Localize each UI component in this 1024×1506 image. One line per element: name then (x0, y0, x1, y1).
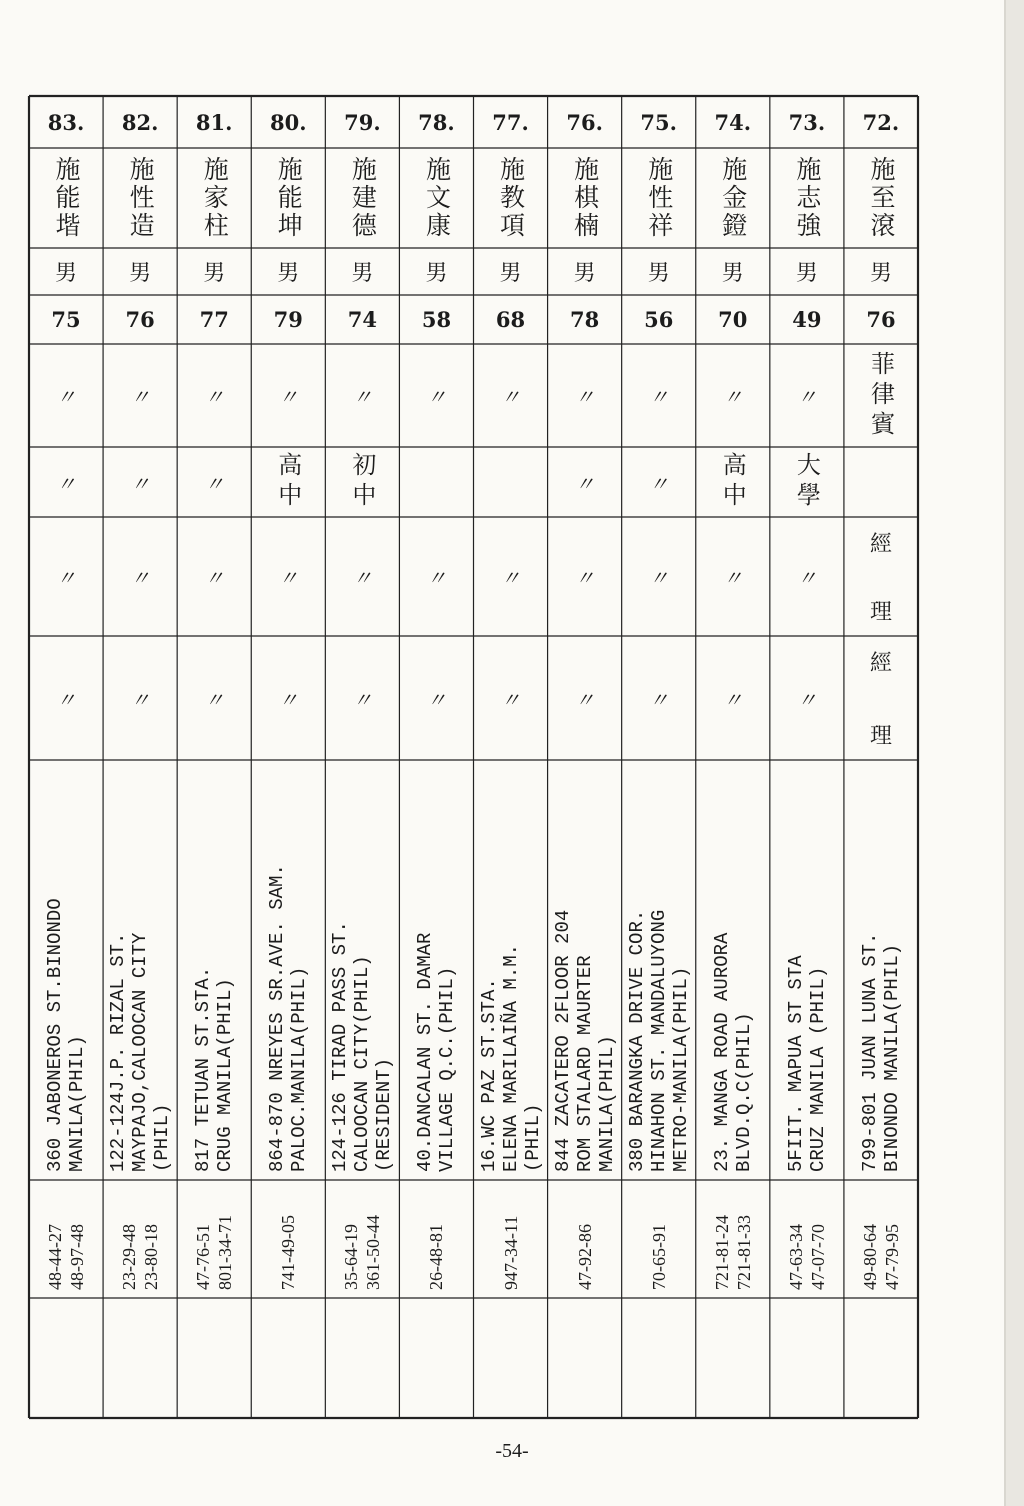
member-nationality: 〃 (352, 385, 373, 409)
member-education-cell (770, 447, 844, 517)
member-phone-cell (251, 1188, 325, 1294)
member-remarks-cell (548, 1298, 622, 1418)
member-nationality: 〃 (796, 385, 817, 409)
member-nationality-cell (399, 344, 473, 447)
member-name: 施能堦 (52, 156, 82, 240)
member-sex: 男 (499, 261, 522, 286)
member-phone-cell (177, 1188, 251, 1294)
member-position2-char: 理 (869, 724, 892, 749)
member-education-cell (844, 447, 918, 517)
member-age-cell (474, 295, 548, 344)
member-sex: 男 (277, 261, 300, 286)
member-position2: 〃 (500, 687, 521, 712)
member-name: 施文康 (422, 156, 452, 240)
member-position2-cell (622, 636, 696, 760)
member-phone: 23-29-48 23-80-18 (119, 1224, 162, 1290)
member-nationality-cell (103, 344, 177, 447)
member-nationality: 〃 (204, 385, 225, 409)
member-remarks-cell (177, 1298, 251, 1418)
member-age: 76 (125, 307, 155, 332)
member-number-cell (844, 96, 918, 148)
member-education-cell (177, 447, 251, 517)
member-name-cell (622, 148, 696, 248)
member-age-cell (696, 295, 770, 344)
member-sex-cell (177, 248, 251, 295)
member-nationality-cell (251, 344, 325, 447)
member-name: 施金鐙 (718, 156, 748, 240)
member-education: 高中 (273, 452, 302, 512)
member-address-cell (251, 768, 325, 1176)
member-number: 77. (492, 109, 529, 135)
member-sex-cell (29, 248, 103, 295)
member-phone: 47-63-34 47-07-70 (785, 1224, 828, 1290)
member-remarks-cell (844, 1298, 918, 1418)
member-phone: 35-64-19 361-50-44 (341, 1215, 384, 1290)
member-position1-cell (474, 517, 548, 636)
member-sex: 男 (129, 261, 152, 286)
member-nationality-cell (177, 344, 251, 447)
member-position2: 〃 (130, 687, 151, 712)
member-sex: 男 (351, 261, 374, 286)
member-position1-cell (548, 517, 622, 636)
member-age: 49 (792, 307, 822, 332)
member-address: 799-801 JUAN LUNA ST. BINONDO MANILA(PHIL) (858, 932, 903, 1172)
member-sex-cell (696, 248, 770, 295)
member-number: 81. (195, 109, 233, 135)
member-sex-cell (474, 248, 548, 295)
member-position1: 〃 (426, 566, 447, 590)
member-position2: 〃 (796, 687, 817, 712)
member-position1-cell (770, 517, 844, 636)
member-nationality: 〃 (426, 385, 447, 409)
member-number: 82. (121, 109, 159, 135)
member-position1-cell (622, 517, 696, 636)
member-address-cell (770, 768, 844, 1176)
member-position2-cell (325, 636, 399, 760)
member-address-cell (103, 768, 177, 1176)
member-nationality: 〃 (574, 385, 595, 409)
member-phone: 47-76-51 801-34-71 (193, 1215, 236, 1290)
member-name: 施性祥 (644, 156, 674, 240)
member-age: 77 (199, 307, 229, 332)
member-position2-cell (103, 636, 177, 760)
member-position2: 〃 (574, 687, 595, 712)
member-education: 〃 (130, 471, 151, 496)
member-name: 施家柱 (200, 156, 230, 240)
member-sex-cell (103, 248, 177, 295)
member-number-cell (251, 96, 325, 148)
member-age: 58 (421, 307, 452, 332)
member-position1-cell (325, 517, 399, 636)
member-address-cell (177, 768, 251, 1176)
member-phone-cell (474, 1188, 548, 1294)
member-age-cell (177, 295, 251, 344)
member-phone-cell (103, 1188, 177, 1294)
member-position1-char: 經 (869, 532, 892, 557)
member-sex: 男 (721, 261, 744, 286)
member-phone-cell (548, 1188, 622, 1294)
member-position1-cell (177, 517, 251, 636)
member-number-cell (770, 96, 844, 148)
member-position1: 〃 (204, 566, 225, 590)
member-age: 68 (495, 307, 526, 332)
member-age: 75 (51, 307, 81, 332)
member-age: 70 (718, 307, 748, 332)
member-address-cell (325, 768, 399, 1176)
member-position2-cell (696, 636, 770, 760)
member-position2: 〃 (648, 687, 669, 712)
member-remarks-cell (29, 1298, 103, 1418)
member-remarks-cell (399, 1298, 473, 1418)
member-education-cell (29, 447, 103, 517)
member-number-cell (29, 96, 103, 148)
member-address: 122-124J.P. RIZAL ST. MAYPAJO,CALOOCAN CITY (PHIL) (107, 932, 174, 1172)
member-name-cell (103, 148, 177, 248)
member-nationality-cell (548, 344, 622, 447)
member-phone: 721-81-24 721-81-33 (711, 1215, 754, 1290)
member-age: 79 (273, 307, 303, 332)
member-education-cell (548, 447, 622, 517)
member-name: 施志強 (792, 156, 822, 240)
member-age-cell (325, 295, 399, 344)
member-education-cell (696, 447, 770, 517)
member-sex-cell (548, 248, 622, 295)
member-sex: 男 (55, 261, 78, 286)
member-position1: 〃 (278, 566, 299, 590)
member-name: 施至滾 (866, 156, 896, 240)
member-position1-cell (29, 517, 103, 636)
member-remarks-cell (770, 1298, 844, 1418)
member-position2-cell (251, 636, 325, 760)
member-age-cell (844, 295, 918, 344)
member-address-cell (696, 768, 770, 1176)
member-position1-cell (103, 517, 177, 636)
member-position1: 〃 (722, 566, 743, 590)
member-phone: 49-80-64 47-79-95 (859, 1224, 902, 1290)
member-phone: 70-65-91 (648, 1224, 669, 1290)
member-phone: 947-34-11 (500, 1215, 521, 1290)
member-education: 〃 (648, 471, 669, 496)
member-position2-cell (844, 636, 918, 760)
member-age-cell (29, 295, 103, 344)
member-phone-cell (770, 1188, 844, 1294)
member-position1-cell (844, 517, 918, 636)
member-name-cell (844, 148, 918, 248)
member-name-cell (29, 148, 103, 248)
member-address-cell (29, 768, 103, 1176)
member-education-cell (474, 447, 548, 517)
member-name-cell (696, 148, 770, 248)
member-name: 施教項 (496, 156, 526, 240)
member-phone: 48-44-27 48-97-48 (45, 1224, 88, 1290)
member-address: 360 JABONEROS ST.BINONDO MANILA(PHIL) (44, 898, 89, 1172)
member-number-cell (103, 96, 177, 148)
member-name: 施性造 (126, 156, 156, 240)
member-name-cell (770, 148, 844, 248)
member-sex: 男 (869, 261, 892, 286)
member-position1: 〃 (130, 566, 151, 590)
member-position2: 〃 (426, 687, 447, 712)
member-phone-cell (29, 1188, 103, 1294)
member-age-cell (770, 295, 844, 344)
member-age: 56 (644, 307, 674, 332)
member-address-cell (474, 768, 548, 1176)
member-sex-cell (399, 248, 473, 295)
member-sex: 男 (647, 261, 670, 286)
member-number: 75. (640, 109, 677, 135)
member-address-cell (622, 768, 696, 1176)
member-age-cell (103, 295, 177, 344)
member-address-cell (548, 768, 622, 1176)
member-nationality-cell (29, 344, 103, 447)
member-number: 83. (47, 109, 85, 135)
member-number: 80. (270, 109, 307, 135)
member-education-cell (251, 447, 325, 517)
member-address: 40.DANCALAN ST. DAMAR VILLAGE Q.C.(PHIL) (414, 932, 459, 1172)
member-address: 380 BARANGKA DRIVE COR. HINAHON ST. MANDALUYONG METRO-MANILA(PHIL) (625, 909, 692, 1172)
member-position1: 〃 (574, 566, 595, 590)
member-remarks-cell (103, 1298, 177, 1418)
member-position1-cell (399, 517, 473, 636)
member-name-cell (251, 148, 325, 248)
member-name: 施建德 (348, 156, 378, 240)
member-nationality: 〃 (648, 385, 669, 409)
member-position1: 〃 (500, 566, 521, 590)
member-age-cell (622, 295, 696, 344)
member-sex: 男 (425, 261, 448, 286)
member-phone-cell (622, 1188, 696, 1294)
member-position2-cell (29, 636, 103, 760)
member-position1-char: 理 (869, 600, 892, 625)
member-nationality: 菲律賓 (866, 350, 895, 441)
member-remarks-cell (622, 1298, 696, 1418)
member-number-cell (177, 96, 251, 148)
member-sex-cell (325, 248, 399, 295)
member-name-cell (399, 148, 473, 248)
member-education: 高中 (718, 452, 747, 512)
member-position2-cell (177, 636, 251, 760)
member-nationality: 〃 (500, 385, 521, 409)
member-address: 5FIIT. MAPUA ST STA CRUZ MANILA (PHIL) (784, 955, 829, 1172)
member-sex-cell (844, 248, 918, 295)
member-age: 78 (570, 307, 600, 332)
member-address: 844 ZACATERO 2FLOOR 204 ROM STALARD MAURTER MANILA(PHIL) (551, 909, 618, 1172)
member-nationality: 〃 (130, 385, 151, 409)
member-nationality: 〃 (722, 385, 743, 409)
member-name: 施棋楠 (570, 156, 600, 240)
member-education-cell (622, 447, 696, 517)
member-nationality-cell (844, 344, 918, 447)
member-position1-cell (251, 517, 325, 636)
member-age-cell (548, 295, 622, 344)
member-name-cell (548, 148, 622, 248)
member-number-cell (399, 96, 473, 148)
member-address-cell (844, 768, 918, 1176)
member-remarks-cell (474, 1298, 548, 1418)
member-age: 74 (347, 307, 377, 332)
member-phone: 26-48-81 (426, 1224, 447, 1290)
member-education-cell (325, 447, 399, 517)
page-number: -54- (495, 1440, 529, 1462)
member-number: 73. (788, 109, 826, 135)
member-position1: 〃 (796, 566, 817, 590)
member-sex-cell (770, 248, 844, 295)
member-address: 23. MANGA ROAD AURORA BLVD.Q.C(PHIL) (710, 932, 755, 1172)
member-number: 76. (566, 109, 603, 135)
member-phone: 47-92-86 (574, 1224, 595, 1290)
member-position1: 〃 (56, 566, 77, 590)
member-position2: 〃 (278, 687, 299, 712)
member-number-cell (696, 96, 770, 148)
member-address-cell (399, 768, 473, 1176)
member-sex-cell (622, 248, 696, 295)
member-position2-cell (548, 636, 622, 760)
member-education-cell (399, 447, 473, 517)
member-education: 初中 (347, 452, 376, 512)
member-number-cell (548, 96, 622, 148)
member-remarks-cell (696, 1298, 770, 1418)
member-number: 78. (418, 109, 455, 135)
member-education: 大學 (792, 452, 821, 512)
member-position2: 〃 (56, 687, 77, 712)
member-position2: 〃 (204, 687, 225, 712)
member-phone-cell (399, 1188, 473, 1294)
member-sex-cell (251, 248, 325, 295)
member-nationality-cell (770, 344, 844, 447)
member-education: 〃 (204, 471, 225, 496)
member-name-cell (177, 148, 251, 248)
member-position2-cell (399, 636, 473, 760)
member-number: 74. (714, 109, 752, 135)
member-number-cell (325, 96, 399, 148)
member-position2: 〃 (352, 687, 373, 712)
member-phone-cell (844, 1188, 918, 1294)
member-name-cell (325, 148, 399, 248)
member-number-cell (622, 96, 696, 148)
member-phone-cell (696, 1188, 770, 1294)
member-phone: 741-49-05 (278, 1215, 299, 1290)
member-sex: 男 (573, 261, 596, 286)
member-education: 〃 (574, 471, 595, 496)
member-position1: 〃 (352, 566, 373, 590)
member-position2-char: 經 (869, 651, 892, 676)
member-nationality-cell (622, 344, 696, 447)
member-position2: 〃 (722, 687, 743, 712)
member-nationality: 〃 (278, 385, 299, 409)
member-name: 施能坤 (274, 156, 304, 240)
member-nationality: 〃 (56, 385, 77, 409)
member-age-cell (251, 295, 325, 344)
member-remarks-cell (325, 1298, 399, 1418)
member-number-cell (474, 96, 548, 148)
member-position1: 〃 (648, 566, 669, 590)
member-education: 〃 (56, 471, 77, 496)
member-nationality-cell (325, 344, 399, 447)
member-address: 124-126 TIRAD PASS ST. CALOOCAN CITY(PHIL) (RESIDENT) (329, 921, 396, 1172)
member-address: 864-870 NREYES SR.AVE. SAM. PALOC.MANILA(PHIL) (266, 864, 311, 1172)
member-age-cell (399, 295, 473, 344)
member-remarks-cell (251, 1298, 325, 1418)
member-number: 79. (344, 109, 381, 135)
member-education-cell (103, 447, 177, 517)
member-address: 817 TETUAN ST.STA. CRUG MANILA(PHIL) (192, 966, 237, 1172)
member-position2-cell (770, 636, 844, 760)
member-address: 16.WC PAZ ST.STA. ELENA MARILAIÑA M.M. (PHIL) (477, 943, 544, 1172)
member-number: 72. (862, 109, 900, 135)
member-nationality-cell (696, 344, 770, 447)
member-name-cell (474, 148, 548, 248)
member-sex: 男 (795, 261, 818, 286)
member-nationality-cell (474, 344, 548, 447)
member-position1-cell (696, 517, 770, 636)
member-position2-cell (474, 636, 548, 760)
member-phone-cell (325, 1188, 399, 1294)
member-sex: 男 (203, 261, 226, 286)
member-age: 76 (866, 307, 896, 332)
